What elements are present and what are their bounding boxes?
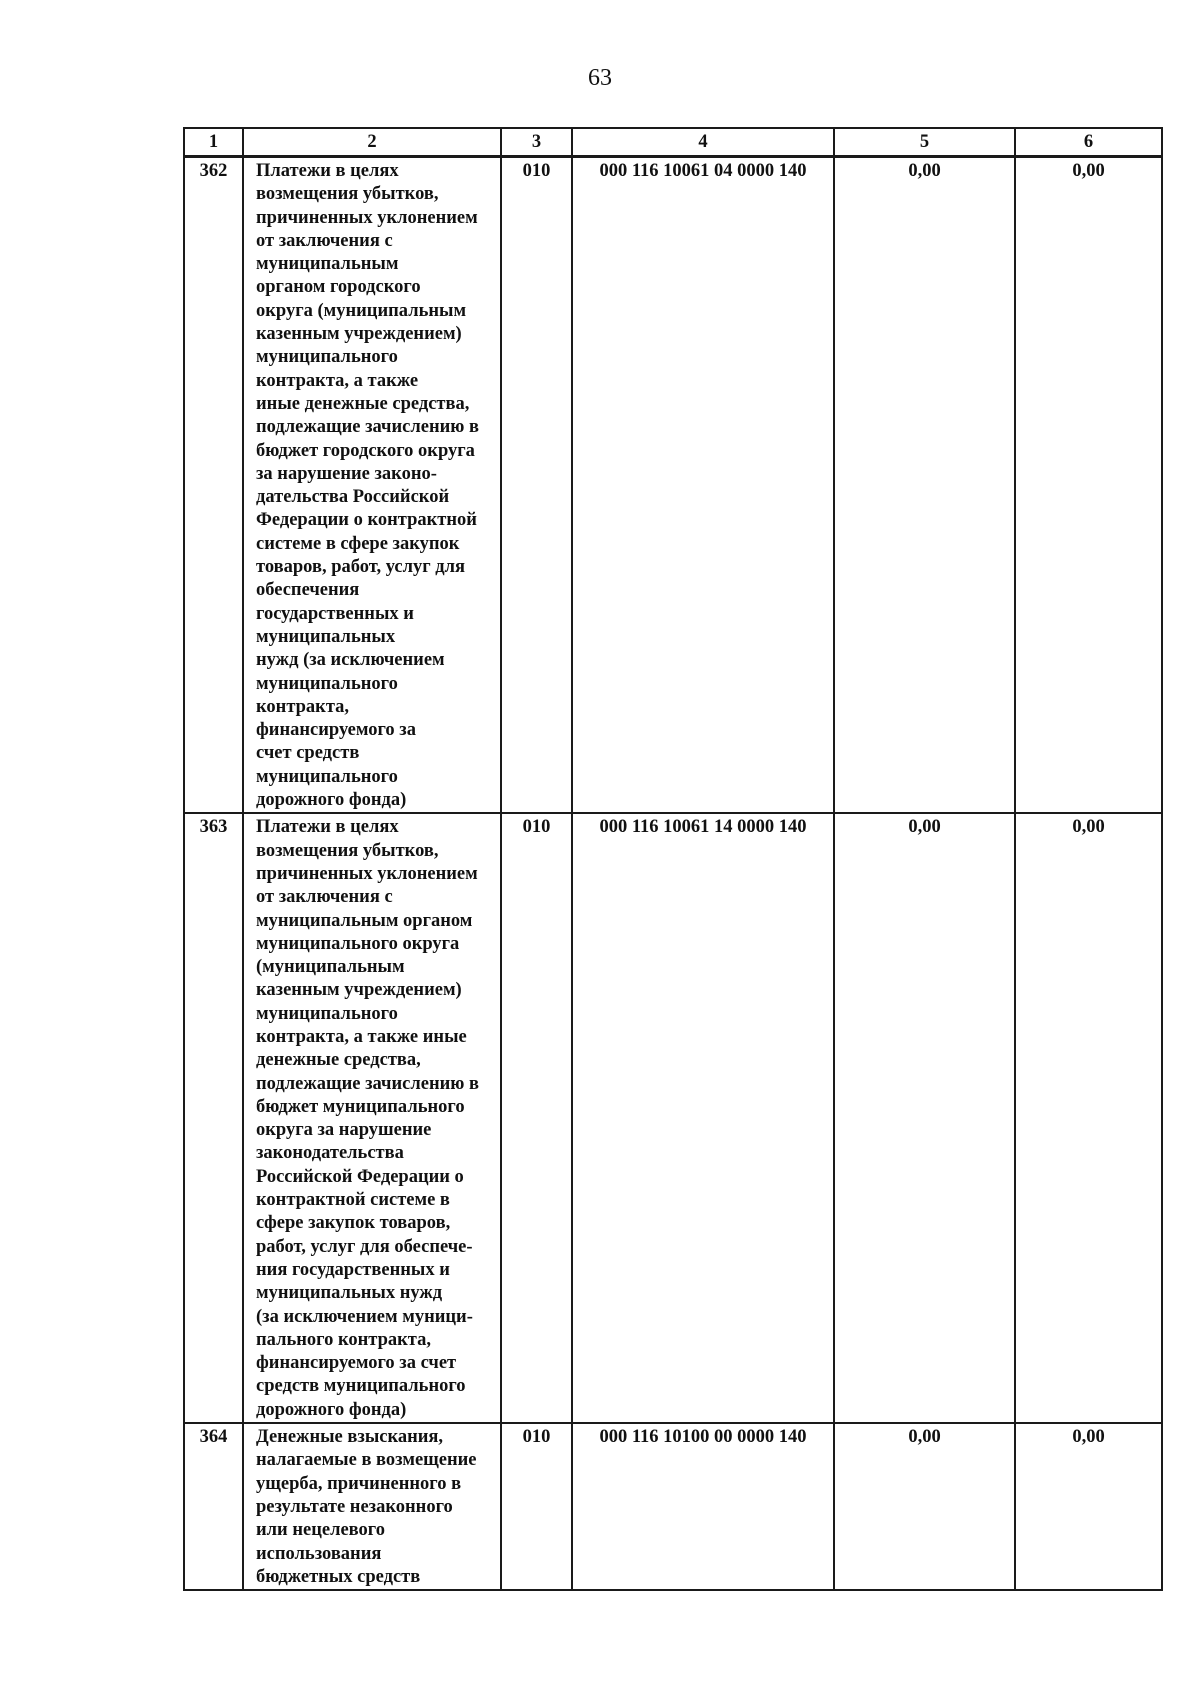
description-line: контрактной системе в [256,1190,450,1211]
description-line: Платежи в целях [256,161,399,181]
description-line: бюджет муниципального [256,1096,465,1117]
row-number: 364 [184,1423,243,1590]
description-line: контракта, а также [256,370,419,391]
header-col-3: 3 [501,128,572,157]
page-number: 63 [588,65,612,91]
row-line-code: 010 [501,1423,572,1590]
description-line: государственных и [256,603,414,624]
description-line: иные денежные средства, [256,393,470,414]
description-line: сфере закупок товаров, [256,1213,451,1234]
table-row [184,157,1162,814]
row-number: 362 [184,157,243,814]
description-line: муниципальных [256,626,396,647]
description-line: контракта, а также иные [256,1026,467,1047]
description-line: бюджетных средств [256,1566,421,1587]
budget-table [183,127,1163,1591]
description-line: возмещения убытков, [256,184,439,205]
description-line: использования [256,1543,382,1564]
description-line: казенным учреждением) [256,324,462,345]
row-description [243,813,501,1423]
description-line: финансируемого за счет [256,1353,457,1374]
row-description [243,1423,501,1590]
row-number: 363 [184,813,243,1423]
table-header-row [184,128,1162,157]
description-line: муниципального [256,673,398,694]
description-line: округа за нарушение [256,1120,432,1141]
description-line: Денежные взыскания, [256,1427,444,1448]
table-row [184,813,1162,1423]
row-budget-classification-code: 000 116 10100 00 0000 140 [572,1423,834,1590]
description-line: системе в сфере закупок [256,533,460,554]
row-value-col6: 0,00 [1015,157,1162,814]
description-line: Федерации о контрактной [256,510,477,531]
description-line: нужд (за исключением [256,650,445,671]
description-line: от заключения с [256,887,393,908]
row-budget-classification-code: 000 116 10061 14 0000 140 [572,813,834,1423]
description-line: средств муниципального [256,1376,466,1397]
description-line: возмещения убытков, [256,840,439,861]
description-line: причиненных уклонением [256,207,478,228]
table-row [184,1423,1162,1590]
row-value-col6: 0,00 [1015,1423,1162,1590]
description-line: Российской Федерации о [256,1166,464,1187]
description-line: финансируемого за [256,720,416,741]
description-line: муниципального [256,347,398,368]
header-col-2: 2 [243,128,501,157]
description-line: дорожного фонда) [256,790,407,811]
description-line: Платежи в целях [256,817,399,838]
description-line: денежные средства, [256,1050,421,1071]
row-line-code: 010 [501,157,572,814]
description-line: (муниципальным [256,957,405,978]
header-col-1: 1 [184,128,243,157]
description-line: муниципального округа [256,933,460,954]
description-line: муниципального [256,1003,398,1024]
description-line: муниципальным органом [256,910,473,931]
row-value-col5: 0,00 [834,1423,1015,1590]
row-line-code: 010 [501,813,572,1423]
description-line: дательства Российской [256,487,450,508]
header-col-5: 5 [834,128,1015,157]
description-line: подлежащие зачислению в [256,1073,480,1094]
description-line: или нецелевого [256,1520,385,1541]
description-line: пального контракта, [256,1329,431,1350]
description-line: муниципального [256,766,398,787]
description-line: причиненных уклонением [256,863,478,884]
description-line: муниципальным [256,254,399,275]
description-line: за нарушение законо- [256,463,437,484]
description-line: дорожного фонда) [256,1399,407,1420]
description-line: ущерба, причиненного в [256,1473,462,1494]
description-line: казенным учреждением) [256,980,462,1001]
row-value-col5: 0,00 [834,813,1015,1423]
description-line: подлежащие зачислению в [256,417,480,438]
description-line: муниципальных нужд [256,1283,443,1304]
description-line: бюджет городского округа [256,440,475,461]
description-line: ния государственных и [256,1259,450,1280]
description-line: от заключения с [256,230,393,251]
description-line: округа (муниципальным [256,300,467,321]
description-line: счет средств [256,743,360,764]
description-line: обеспечения [256,580,360,601]
header-col-4: 4 [572,128,834,157]
description-line: (за исключением муници- [256,1306,473,1327]
description-line: налагаемые в возмещение [256,1450,477,1471]
row-description [243,157,501,814]
description-line: работ, услуг для обеспече- [256,1236,473,1257]
description-line: законодательства [256,1143,404,1164]
header-col-6: 6 [1015,128,1162,157]
description-line: товаров, работ, услуг для [256,557,465,578]
description-line: контракта, [256,696,350,717]
row-value-col5: 0,00 [834,157,1015,814]
description-line: органом городского [256,277,421,298]
row-budget-classification-code: 000 116 10061 04 0000 140 [572,157,834,814]
description-line: результате незаконного [256,1496,453,1517]
row-value-col6: 0,00 [1015,813,1162,1423]
